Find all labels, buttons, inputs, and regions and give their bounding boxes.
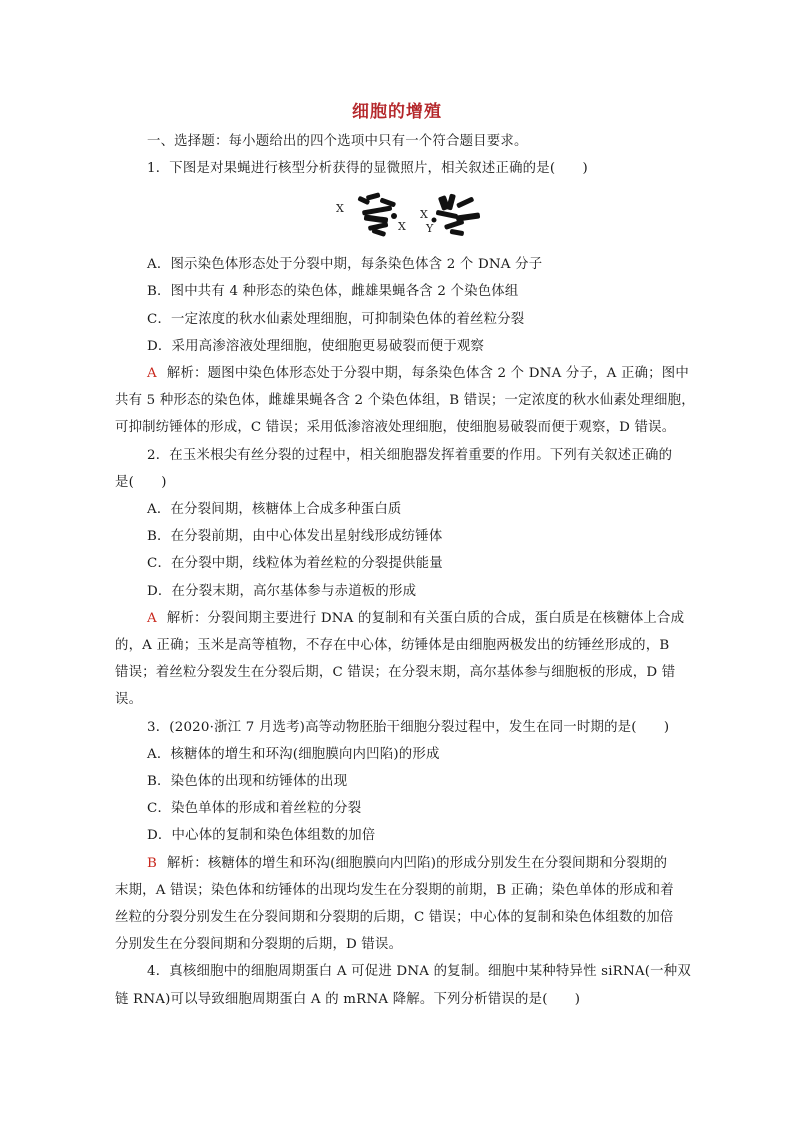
q2-stem-line-2: 是( )	[115, 475, 167, 490]
q1-explanation-line-2: 共有 5 种形态的染色体，雌雄果蝇各含 2 个染色体组，B 错误；一定浓度的秋水仙素处理细胞，	[115, 393, 695, 408]
label-x-right: X	[420, 208, 428, 221]
q1-stem: 1．下图是对果蝇进行核型分析获得的显微照片，相关叙述正确的是( )	[147, 161, 588, 176]
q3-explanation-line-4: 分别发生在分裂间期和分裂期的后期，D 错误。	[115, 937, 403, 952]
q1-answer: A	[147, 366, 157, 381]
q1-option-d: D．采用高渗溶液处理细胞，使细胞更易破裂而便于观察	[147, 339, 485, 354]
q2-answer: A	[147, 611, 157, 626]
q2-option-b: B．在分裂前期，由中心体发出星射线形成纺锤体	[147, 529, 443, 544]
karyotype-figure	[336, 190, 496, 242]
q3-explanation-line-2: 末期，A 错误；染色体和纺锤体的出现均发生在分裂期的前期，B 正确；染色单体的形成和着	[115, 883, 674, 898]
q3-option-d: D．中心体的复制和染色体组数的加倍	[147, 828, 376, 843]
q4-stem-line-1: 4．真核细胞中的细胞周期蛋白 A 可促进 DNA 的复制。细胞中某种特异性 siRNA(一种双	[147, 964, 691, 979]
q2-option-a: A．在分裂间期，核糖体上合成多种蛋白质	[147, 502, 402, 517]
q4-stem-line-2: 链 RNA)可以导致细胞周期蛋白 A 的 mRNA 降解。下列分析错误的是( )	[115, 992, 581, 1007]
label-y-right: Y	[426, 222, 434, 235]
q3-explanation-line-3: 丝粒的分裂分别发生在分裂间期和分裂期的后期，C 错误；中心体的复制和染色体组数的加倍	[115, 910, 674, 925]
q2-option-d: D．在分裂末期，高尔基体参与赤道板的形成	[147, 584, 417, 599]
q3-answer: B	[147, 856, 158, 871]
q3-option-a: A．核糖体的增生和环沟(细胞膜向内凹陷)的形成	[147, 747, 440, 762]
q3-option-c: C．染色单体的形成和着丝粒的分裂	[147, 801, 362, 816]
q2-explanation-line-2: 的，A 正确；玉米是高等植物，不存在中心体，纺锤体是由细胞两极发出的纺锤丝形成的，B	[115, 638, 670, 653]
label-x-left: X	[336, 202, 344, 215]
female-karyotype	[357, 192, 397, 237]
section-heading: 一、选择题：每小题给出的四个选项中只有一个符合题目要求。	[147, 134, 528, 149]
q1-explanation-line-1: A 解析：题图中染色体形态处于分裂中期，每条染色体含 2 个 DNA 分子，A 正确；图中	[147, 366, 689, 381]
q1-option-c: C．一定浓度的秋水仙素处理细胞，可抑制染色体的着丝粒分裂	[147, 312, 525, 327]
label-x-left-2: X	[398, 220, 406, 233]
q3-explanation-line-1: B 解析：核糖体的增生和环沟(细胞膜向内凹陷)的形成分别发生在分裂间期和分裂期的	[147, 856, 668, 871]
q2-explanation-line-4: 误。	[115, 692, 143, 707]
q2-option-c: C．在分裂中期，线粒体为着丝粒的分裂提供能量	[147, 556, 443, 571]
q1-option-a: A．图示染色体形态处于分裂中期，每条染色体含 2 个 DNA 分子	[147, 257, 543, 272]
q2-explanation-line-1: A 解析：分裂间期主要进行 DNA 的复制和有关蛋白质的合成，蛋白质是在核糖体上合成	[147, 611, 685, 626]
q3-stem: 3．(2020·浙江 7 月选考)高等动物胚胎干细胞分裂过程中，发生在同一时期的是( )	[147, 720, 670, 735]
q1-explanation-line-3: 可抑制纺锤体的形成，C 错误；采用低渗溶液处理细胞，使细胞易破裂而便于观察，D 错误。	[115, 420, 676, 435]
q1-option-b: B．图中共有 4 种形态的染色体，雌雄果蝇各含 2 个染色体组	[147, 284, 519, 299]
q2-stem-line-1: 2．在玉米根尖有丝分裂的过程中，相关细胞器发挥着重要的作用。下列有关叙述正确的	[147, 448, 673, 463]
male-karyotype	[432, 193, 481, 236]
q2-explanation-line-3: 错误；着丝粒分裂发生在分裂后期，C 错误；在分裂末期，高尔基体参与细胞板的形成，D 错	[115, 665, 676, 680]
page-title: 细胞的增殖	[352, 102, 442, 122]
q3-option-b: B．染色体的出现和纺锤体的出现	[147, 774, 348, 789]
